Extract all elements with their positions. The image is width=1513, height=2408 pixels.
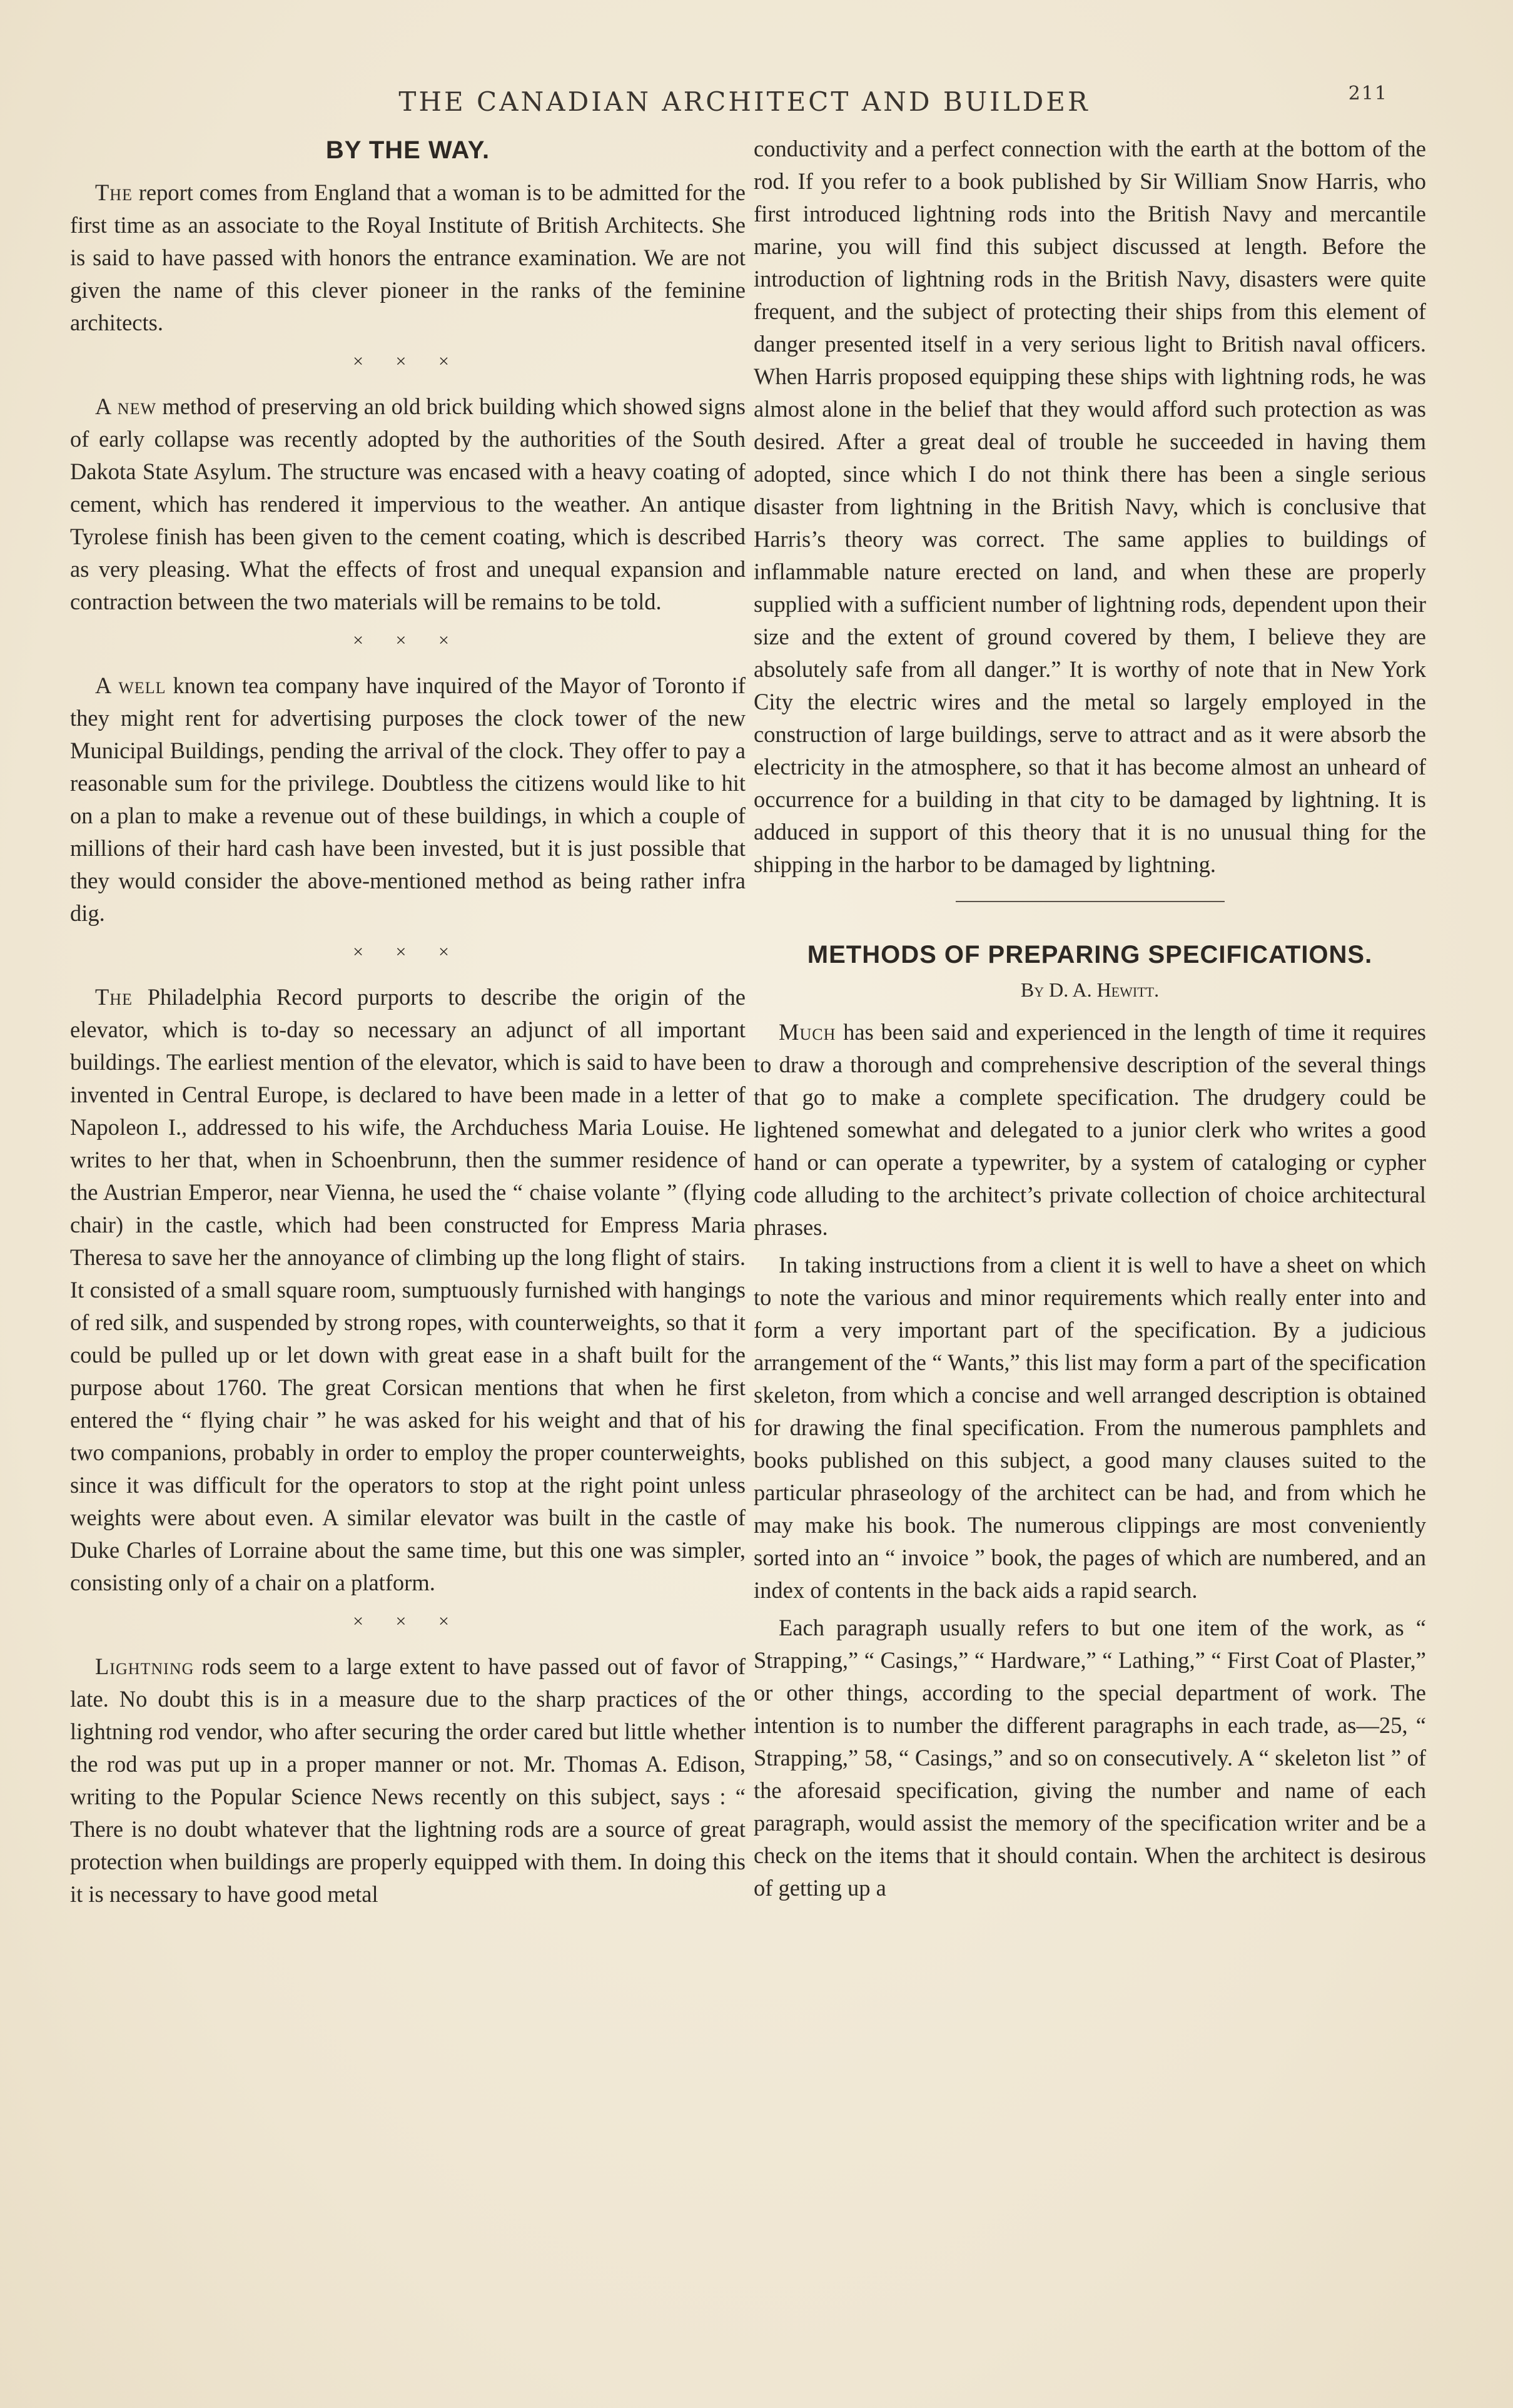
running-title: THE CANADIAN ARCHITECT AND BUILDER (398, 86, 1090, 117)
paragraph-text: rods seem to a large extent to have passed out of favor of late. No doubt this is in a measure due to the sharp practices of the lightning rod vendor, who after securing the order cared but little whether the rod was put up in a proper manner or not. Mr. Thomas A. Edison, writing to the Popular Science News recently on this subject, says : “ There is no doubt whatever that the lightning rods are a source of great protection when buildings are properly equipped with them. In doing this it is necessary to have good metal (70, 1654, 746, 1907)
paragraph-text: method of preserving an old brick building which showed signs of early collapse was recently adopted by the authorities of the South Dakota State Asylum. The structure was encased with a heavy coating of cement, which has rendered it impervious to the weather. An antique Tyrolese finish has been given to the cement coating, which is described as very pleasing. What the effects of frost and unequal expansion and contraction between the two materials will be remains to be told. (70, 394, 746, 614)
paragraph-client-instructions: In taking instructions from a client it is well to have a sheet on which to note the various and minor requirements which really enter into and form a very important part of the specification. By a judicious arrangement of the “ Wants,” this list may form a part of the specification skeleton, from which a concise and well arranged description is obtained for drawing the final specification. From the numerous pamphlets and books published on this subject, a good many clauses suited to the particular phraseology of the architect can be had, and from which he may make his book. The numerous clippings are most conveniently sorted into an “ invoice ” book, the pages of which are numbered, and an index of contents in the back aids a rapid search. (754, 1252, 1426, 1603)
paragraph-text: report comes from England that a woman is to be admitted for the first time as an associate to the Royal Institute of British Architects. She is said to have passed with honors the entrance examination. We are not given the name of this clever pioneer in the ranks of the feminine architects. (70, 180, 746, 335)
article-divider-rule (956, 901, 1225, 902)
right-column (754, 133, 1426, 1904)
section-separator: × × × (353, 630, 463, 651)
paragraph-lead: The (95, 180, 133, 205)
paragraph-lead: The (95, 984, 133, 1010)
section-separator: × × × (353, 1611, 463, 1632)
page-number: 211 (1348, 83, 1388, 104)
paragraph-text: has been said and experienced in the length of time it requires to draw a thorough and comprehensive description of the several things that go to make a complete specification. The drudgery could be lightened somewhat and delegated to a junior clerk who writes a good hand or can operate a typewriter, by a system of cataloging or cypher code alluding to the architect’s private collection of choice architectural phrases. (754, 1019, 1426, 1240)
paragraph-lead: Much (779, 1019, 836, 1045)
paragraph-text: known tea company have inquired of the Mayor of Toronto if they might rent for advertising purposes the clock tower of the new Municipal Buildings, pending the arrival of the clock. They offer to pay a reasonable sum for the privilege. Doubtless the citizens would like to hit on a plan to make a revenue out of these buildings, in which a couple of millions of their hard cash have been invested, but it is just possible that they would consider the above-mentioned method as being rather infra dig. (70, 673, 746, 926)
paragraph-brick-building (70, 390, 746, 618)
paragraph-elevator-origin (70, 981, 746, 1599)
paragraph-lightning-continuation: conductivity and a perfect connection with the earth at the bottom of the rod. If you refer to a book published by Sir William Snow Harris, who first introduced lightning rods into the British Navy and mercantile marine, you will find this subject discussed at length. Before the introduction of lightning rods in the British Navy, disasters were quite frequent, and the subject of protecting their ships from this element of danger presented itself in a very serious light to British naval officers. When Harris proposed equipping these ships with lightning rods, he was almost alone in the belief that they would afford such protection as was desired. After a great deal of trouble he succeeded in having them adopted, since which I do not think there has been a single serious disaster from lightning in the British Navy, which is conclusive that Harris’s theory was correct. The same applies to buildings of inflammable nature erected on land, and when these are properly supplied with a sufficient number of lightning rods, dependent upon their size and the extent of ground covered by them, I believe they are absolutely safe from all danger.” It is worthy of note that in New York City the electric wires and the metal so largely employed in the construction of large buildings, serve to attract and as it were absorb the electricity in the atmosphere, so that it has become almost an unheard of occurrence for a building in that city to be damaged by lightning. It is adduced in support of this theory that it is no unusual thing for the shipping in the harbor to be damaged by lightning. (754, 136, 1426, 877)
article-title-specifications: METHODS OF PREPARING SPECIFICATIONS. (807, 941, 1373, 968)
paragraph-lead: Lightning (95, 1654, 195, 1679)
paragraph-lead: A new (95, 394, 156, 419)
paragraph-specifications-intro (754, 1016, 1426, 1244)
paragraph-lightning-rods (70, 1650, 746, 1911)
paragraph-numbering: Each paragraph usually refers to but one item of the work, as “ Strapping,” “ Casings,” “ Hardware,” “ Lathing,” “ First Coat of Plaster,” or other things, according to the special department of work. The intention is to number the different paragraphs in each trade, as—25, “ Strapping,” 58, “ Casings,” and so on consecutively. A “ skeleton list ” of the aforesaid specification, giving the number and name of each paragraph, would assist the memory of the specification writer and be a check on the items that it should contain. When the architect is desirous of getting up a (754, 1615, 1426, 1901)
left-column (70, 133, 746, 1911)
paragraph-text: Philadelphia Record purports to describe the origin of the elevator, which is to-day so necessary an adjunct of all important buildings. The earliest mention of the elevator, which is said to have been invented in Central Europe, is declared to have been made in a letter of Napoleon I., addressed to his wife, the Archduchess Maria Louise. He writes to her that, when in Schoenbrunn, then the summer residence of the Austrian Emperor, near Vienna, he used the “ chaise volante ” (flying chair) in the castle, which had been constructed for Empress Maria Theresa to save her the annoyance of climbing up the long flight of stairs. It consisted of a small square room, sumptuously furnished with hangings of red silk, and suspended by strong ropes, with counterweights, so that it could be pulled up or let down with great ease in a shaft built for the purpose about 1760. The great Corsican mentions that when he first entered the “ flying chair ” he was asked for his weight and that of his two companions, probably in order to employ the proper counterweights, since it was difficult for the operators to stop at the right point unless weights were about even. A similar elevator was built in the castle of Duke Charles of Lorraine about the same time, but this one was simpler, consisting only of a chair on a platform. (70, 984, 746, 1595)
section-separator: × × × (353, 942, 463, 962)
article-byline: By D. A. Hewitt. (1020, 978, 1160, 1001)
section-separator: × × × (353, 351, 463, 372)
paragraph-woman-architect (70, 176, 746, 339)
section-title-by-the-way: BY THE WAY. (325, 136, 490, 164)
paragraph-clock-tower (70, 669, 746, 930)
paragraph-lead: A well (95, 673, 166, 698)
